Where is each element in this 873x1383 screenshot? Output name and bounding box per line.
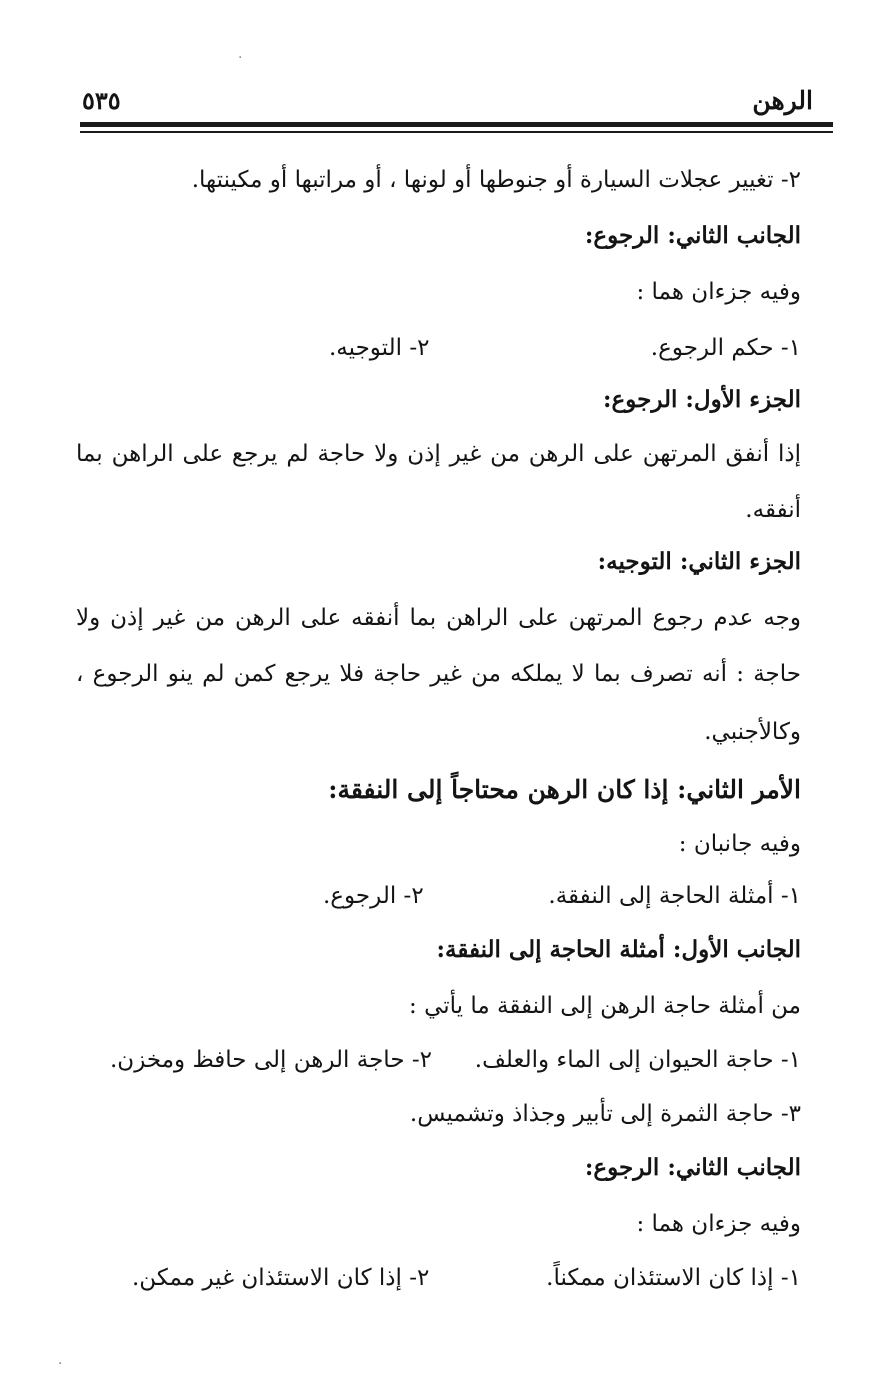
list-item: ١- أمثلة الحاجة إلى النفقة.	[548, 883, 801, 909]
list-item: ١- إذا كان الاستئذان ممكناً.	[546, 1265, 801, 1291]
list-item: ٢- الرجوع.	[323, 883, 424, 909]
list-item: ٣- حاجة الثمرة إلى تأبير وجذاذ وتشميس.	[409, 1101, 801, 1127]
paragraph-line: ٢- تغيير عجلات السيارة أو جنوطها أو لونها ، أو مراتبها أو مكينتها.	[191, 167, 801, 193]
scan-speck: ·	[238, 50, 243, 66]
page-number: ٥٣٥	[82, 86, 121, 115]
list-item: ٢- إذا كان الاستئذان غير ممكن.	[132, 1265, 430, 1291]
list-item: ٢- التوجيه.	[329, 335, 430, 361]
paragraph-line: إذا أنفق المرتهن على الرهن من غير إذن ولا حاجة لم يرجع على الراهن بما	[76, 441, 801, 467]
section-heading: الأمر الثاني: إذا كان الرهن محتاجاً إلى النفقة:	[328, 775, 801, 804]
paragraph-line: وفيه جزءان هما :	[636, 1211, 801, 1237]
section-heading: الجزء الثاني: التوجيه:	[597, 548, 801, 575]
paragraph-line: وجه عدم رجوع المرتهن على الراهن بما أنفقه على الرهن من غير إذن ولا	[76, 605, 801, 631]
paragraph-line: من أمثلة حاجة الرهن إلى النفقة ما يأتي :	[409, 993, 801, 1019]
list-item: ١- حكم الرجوع.	[650, 335, 801, 361]
paragraph-line: وفيه جانبان :	[678, 831, 801, 857]
list-item: ٢- حاجة الرهن إلى حافظ ومخزن.	[110, 1047, 432, 1073]
section-heading: الجانب الأول: أمثلة الحاجة إلى النفقة:	[436, 936, 801, 963]
scan-speck: ·	[58, 1356, 63, 1372]
header-rule-thin	[80, 131, 833, 133]
paragraph-line: أنفقه.	[745, 497, 801, 523]
section-heading: الجانب الثاني: الرجوع:	[584, 1154, 801, 1181]
section-heading: الجزء الأول: الرجوع:	[603, 386, 801, 413]
paragraph-line: وكالأجنبي.	[704, 719, 801, 745]
paragraph-line: حاجة : أنه تصرف بما لا يملكه من غير حاجة فلا يرجع كمن لم ينو الرجوع ،	[76, 661, 801, 687]
section-heading: الجانب الثاني: الرجوع:	[584, 222, 801, 249]
paragraph-line: وفيه جزءان هما :	[636, 279, 801, 305]
header-rule-thick	[80, 122, 833, 127]
page-header	[82, 84, 813, 118]
running-title: الرهن	[752, 86, 813, 115]
list-item: ١- حاجة الحيوان إلى الماء والعلف.	[474, 1047, 801, 1073]
